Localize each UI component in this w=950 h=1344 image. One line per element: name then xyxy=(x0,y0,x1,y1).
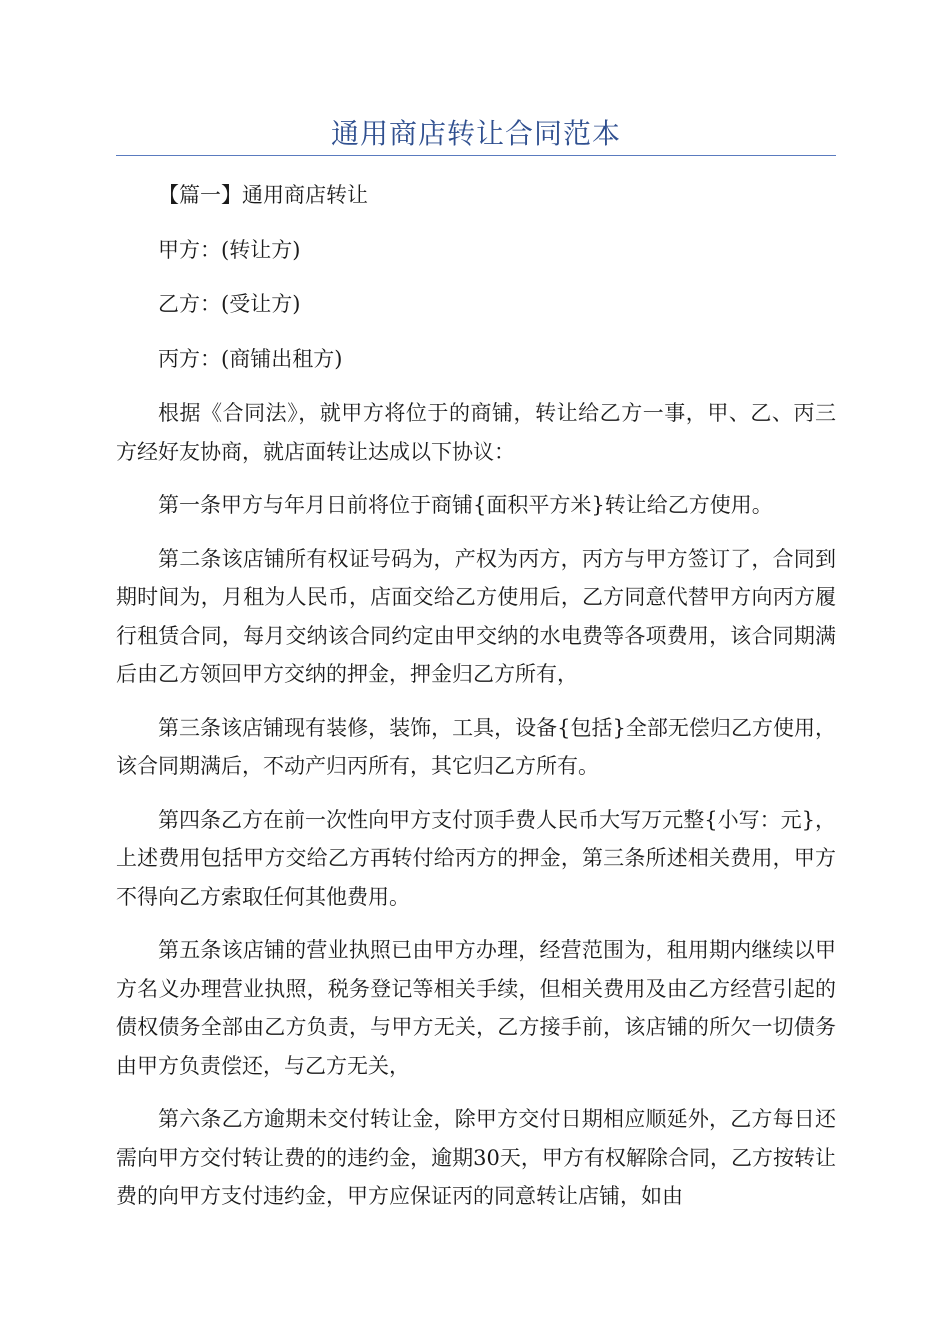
party-b-line: 乙方：(受让方) xyxy=(158,292,301,316)
party-a-line: 甲方：(转让方) xyxy=(158,237,301,262)
document-body xyxy=(116,176,836,1231)
article-3-paragraph: 第三条该店铺现有装修，装饰，工具，设备{包括}全部无偿归乙方使用，该合同期满后，不动产归丙所有，其它归乙方所有。 xyxy=(116,715,836,778)
article-4-paragraph: 第四条乙方在前一次性向甲方支付顶手费人民币大写万元整{小写：元}，上述费用包括甲方交给乙方再转付给丙方的押金，第三条所述相关费用，甲方不得向乙方索取任何其他费用。 xyxy=(116,807,836,909)
section-heading: 【篇一】通用商店转让 xyxy=(158,183,368,207)
party-c-line: 丙方：(商铺出租方) xyxy=(158,346,343,371)
preamble-paragraph: 根据《合同法》，就甲方将位于的商铺，转让给乙方一事，甲、乙、丙三方经好友协商，就店面转让达成以下协议： xyxy=(116,401,836,464)
title-underline xyxy=(116,155,836,156)
article-5-paragraph: 第五条该店铺的营业执照已由甲方办理，经营范围为，租用期内继续以甲方名义办理营业执照，税务登记等相关手续，但相关费用及由乙方经营引起的债权债务全部由乙方负责，与甲方无关，乙方接手前，该店铺的所欠一切债务由甲方负责偿还，与乙方无关， xyxy=(116,938,836,1078)
article-2-paragraph: 第二条该店铺所有权证号码为，产权为丙方，丙方与甲方签订了，合同到期时间为，月租为人民币，店面交给乙方使用后，乙方同意代替甲方向丙方履行租赁合同，每月交纳该合同约定由甲交纳的水电费等各项费用，该合同期满后由乙方领回甲方交纳的押金，押金归乙方所有， xyxy=(116,546,836,686)
article-1-paragraph: 第一条甲方与年月日前将位于商铺{面积平方米}转让给乙方使用。 xyxy=(158,493,773,517)
article-6-paragraph: 第六条乙方逾期未交付转让金，除甲方交付日期相应顺延外，乙方每日还需向甲方交付转让费的的违约金，逾期30天，甲方有权解除合同，乙方按转让费的向甲方支付违约金，甲方应保证丙的同意转让店铺，如由 xyxy=(116,1107,836,1208)
document-title: 通用商店转让合同范本 xyxy=(330,117,621,150)
